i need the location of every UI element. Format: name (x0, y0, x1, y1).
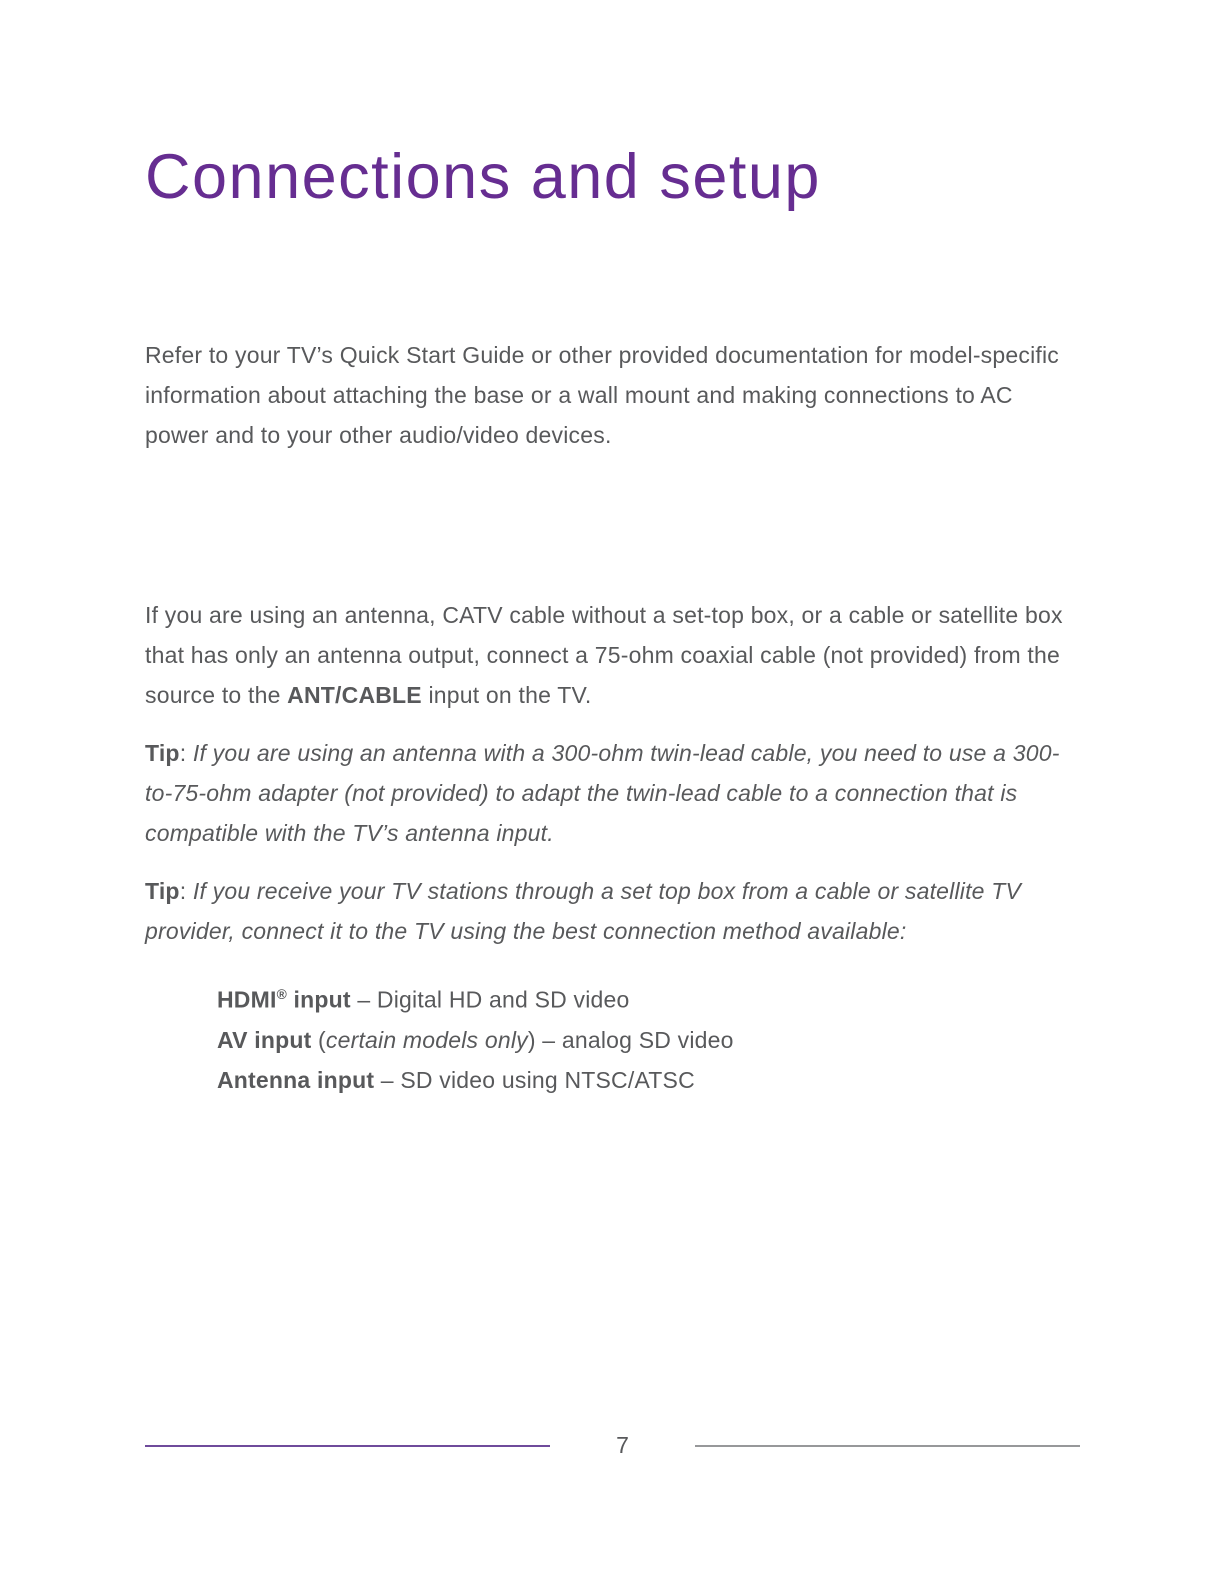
text-run: : (179, 739, 193, 766)
intro-paragraph (145, 335, 1080, 455)
text-run: : (179, 877, 193, 904)
text-run: If you are using an antenna, CATV cable without a set-top box, or a cable or satellite box that has only an antenna output, connect a 75-ohm coaxial cable (not provided) from the source to the (145, 601, 1063, 708)
text-run: ) – analog SD video (527, 1026, 734, 1053)
text-run: If you are using an antenna with a 300-ohm twin-lead cable, you need to use a 300-to-75-ohm adapter (not provided) to adapt the twin-lead cable to a connection that is compatible with the TV’s antenna input. (145, 739, 1060, 846)
text-run: – SD video using NTSC/ATSC (374, 1067, 695, 1094)
footer-rule-right (695, 1445, 1080, 1447)
text-run: Tip (145, 739, 180, 766)
text-run: Refer to your TV’s Quick Start Guide or other provided documentation for model-specific information about attaching the base or a wall mount and making connections to AC power and to your other audio/video devices. (145, 341, 1059, 448)
text-run: ( (311, 1026, 326, 1053)
text-run: certain models only (325, 1026, 528, 1053)
body-copy (145, 335, 1080, 1101)
page-title: Connections and setup (145, 142, 821, 212)
list-item-hdmi (217, 975, 1080, 1020)
text-run: HDMI (217, 986, 277, 1013)
footer-rule-left (145, 1445, 550, 1447)
page-content (145, 138, 1080, 1101)
text-run: ANT/CABLE (287, 681, 422, 708)
text-run: Tip (145, 877, 180, 904)
footer (145, 1434, 1080, 1457)
text-run: input on the TV. (421, 681, 592, 708)
list-item-av (217, 1020, 1080, 1061)
text-run: input (286, 986, 351, 1013)
text-run: AV input (217, 1026, 312, 1053)
list-item-antenna (217, 1060, 1080, 1101)
tip-paragraph-2 (145, 871, 1080, 951)
text-run: ® (276, 986, 287, 1002)
page-number: 7 (616, 1432, 629, 1458)
text-run: – Digital HD and SD video (350, 986, 630, 1013)
text-run: Antenna input (217, 1067, 375, 1094)
connection-list (217, 975, 1080, 1101)
antenna-paragraph (145, 595, 1080, 715)
text-run: If you receive your TV stations through a set top box from a cable or satellite TV provider, connect it to the TV using the best connection method available: (145, 877, 1022, 944)
tip-paragraph-1 (145, 733, 1080, 853)
